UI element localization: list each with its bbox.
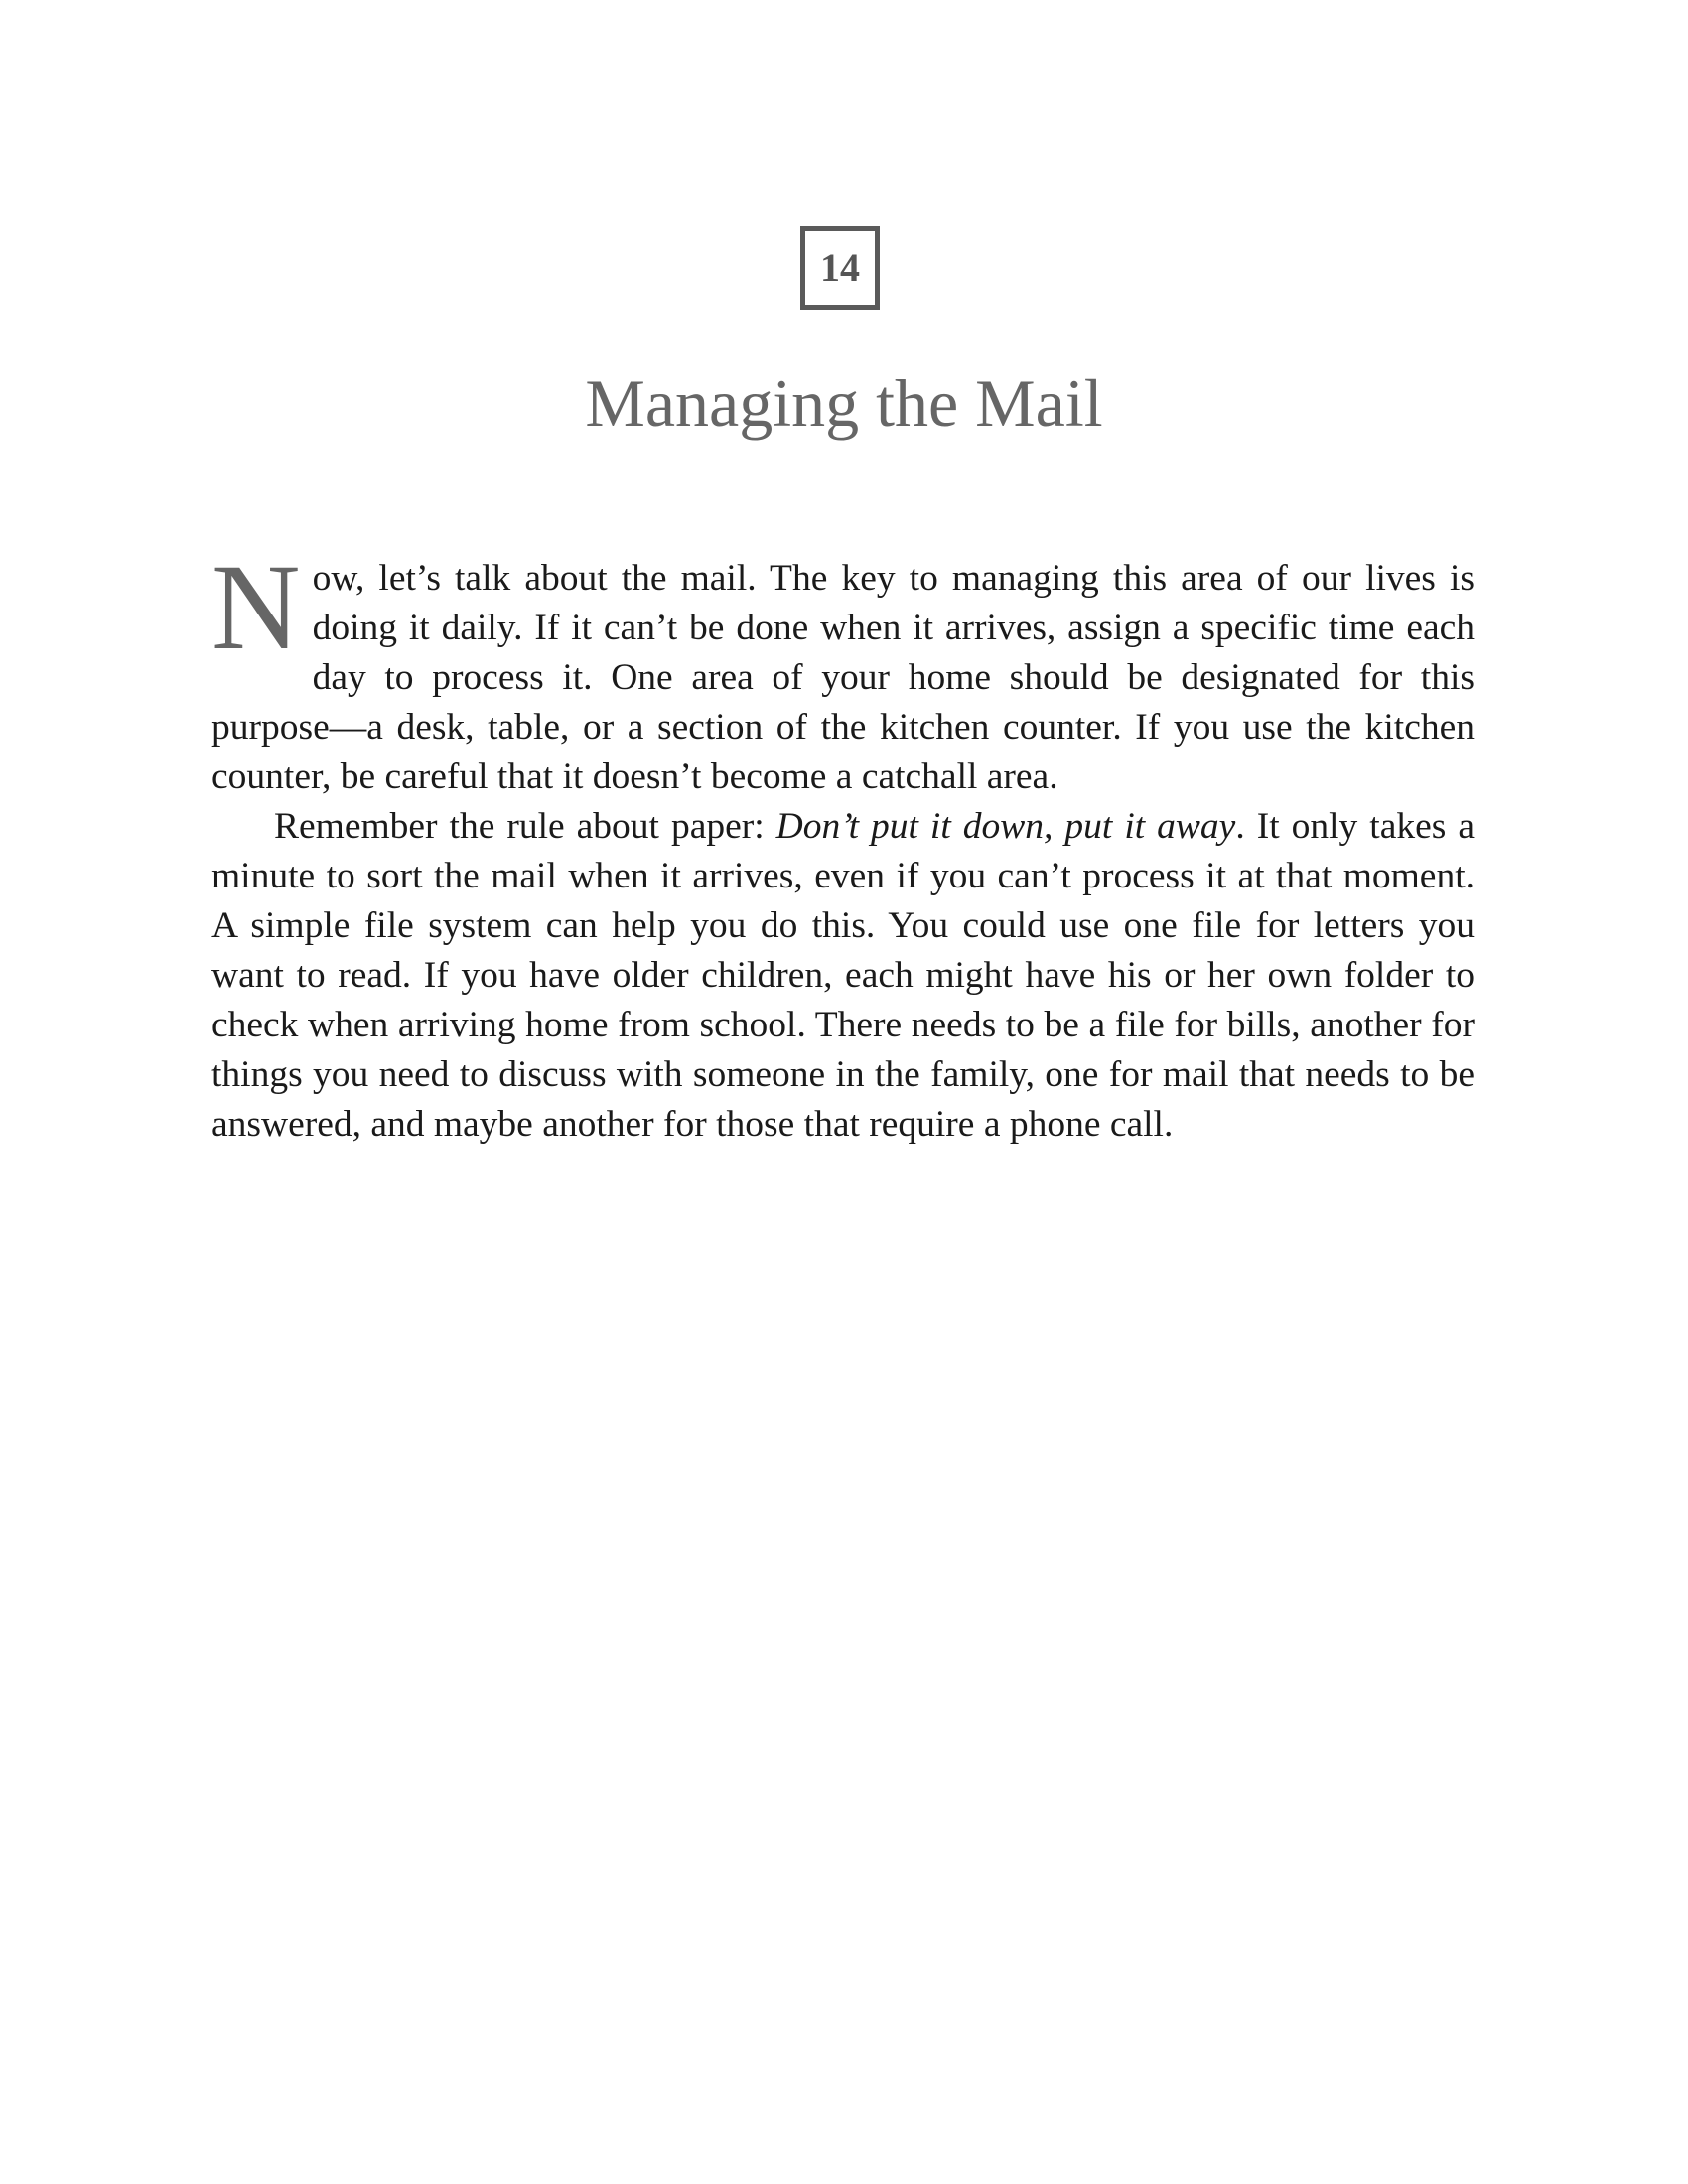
chapter-number: 14 <box>820 245 860 290</box>
chapter-title: Managing the Mail <box>585 365 1103 441</box>
paragraph-2-rest: . It only takes a minute to sort the mail when it arrives, even if you can’t process it at that moment. A simple file system can help you do this. You could use one file for letters you want to read. If you have older children, each might have his or her own folder to check when arriving home from school. There needs to be a file for bills, another for things you need to discuss with someone in the family, one for mail that needs to be answered, and maybe another for those that require a phone call. <box>211 806 1475 1145</box>
chapter-body <box>211 539 1475 1150</box>
drop-cap: N <box>211 539 301 675</box>
paragraph-1 <box>211 539 1475 802</box>
paragraph-2-lead: Remember the rule about paper: <box>274 806 776 847</box>
chapter-number-box <box>800 226 880 310</box>
paragraph-1-text: ow, let’s talk about the mail. The key to managing this area of our lives is doing it daily. If it can’t be done when it arrives, assign a specific time each day to process it. One area of your home should be designated for this purpose—a desk, table, or a section of the kitchen counter. If you use the kitchen counter, be careful that it doesn’t become a catchall area. <box>211 558 1475 797</box>
paragraph-2-emphasis: Don’t put it down, put it away <box>775 806 1236 847</box>
paragraph-2 <box>211 802 1475 1150</box>
